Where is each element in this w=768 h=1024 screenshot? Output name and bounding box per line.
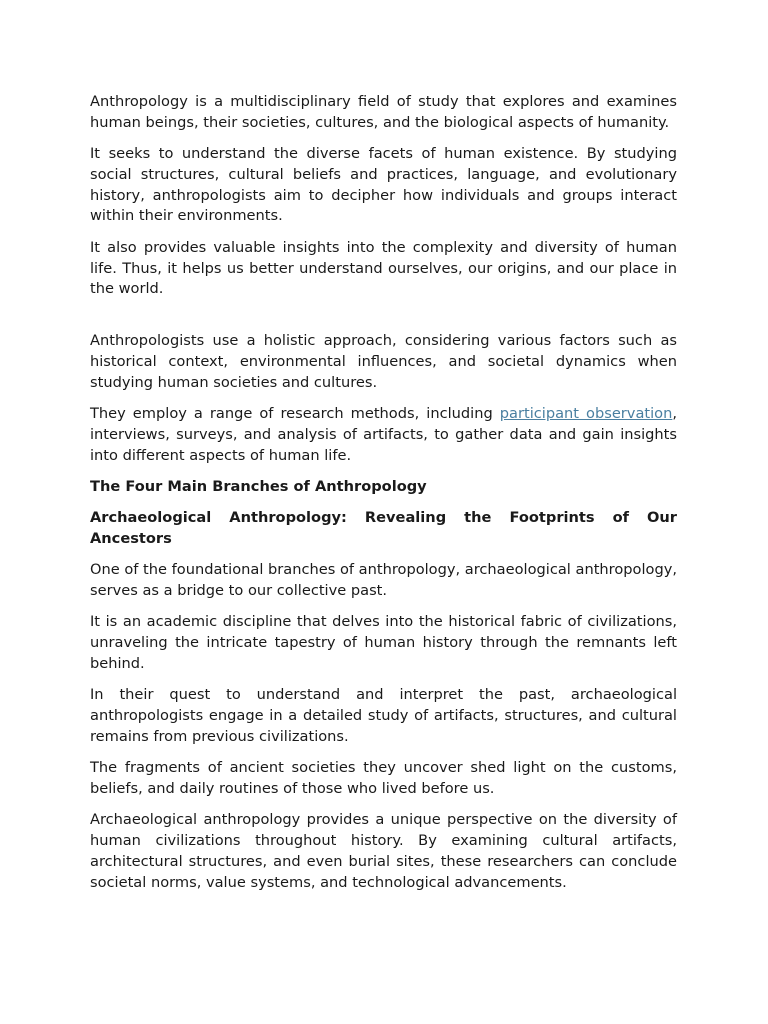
branches-heading: The Four Main Branches of Anthropology [90,477,427,495]
archaeology-paragraph-1: One of the foundational branches of anthropology, archaeological anthropology, serves as a bridge to our collective past. [90,561,677,600]
research-methods-paragraph [90,404,677,466]
research-methods-text-start: They employ a range of research methods, including [90,405,500,423]
intro-paragraph-2: It seeks to understand the diverse facets of human existence. By studying social structures, cultural beliefs and practices, language, and evolutionary history, anthropologists aim to decipher how individuals and groups interact within their environments. [90,145,677,225]
participant-observation-link[interactable]: participant observation [499,405,673,423]
holistic-approach-paragraph: Anthropologists use a holistic approach, considering various factors such as historical context, environmental influences, and societal dynamics when studying human societies and cultures. [90,332,677,391]
document-page [90,92,677,904]
archaeology-paragraph-5: Archaeological anthropology provides a unique perspective on the diversity of human civilizations throughout history. By examining cultural artifacts, architectural structures, and even burial sites, these researchers can conclude societal norms, value systems, and technological advancements. [90,811,677,891]
research-methods-text-end: , interviews, surveys, and analysis of artifacts, to gather data and gain insights into different aspects of human life. [90,405,677,464]
intro-paragraph-1: Anthropology is a multidisciplinary field of study that explores and examines human beings, their societies, cultures, and the biological aspects of humanity. [90,93,677,131]
intro-paragraph-3: It also provides valuable insights into the complexity and diversity of human life. Thus, it helps us better understand ourselves, our origins, and our place in the world. [90,238,677,298]
archaeology-paragraph-4: The fragments of ancient societies they uncover shed light on the customs, beliefs, and daily routines of those who lived before us. [90,759,677,798]
archaeology-paragraph-2: It is an academic discipline that delves into the historical fabric of civilizations, unraveling the intricate tapestry of human history through the remnants left behind. [90,613,677,673]
archaeological-anthropology-heading: Archaeological Anthropology: Revealing the Footprints of Our Ancestors [90,509,677,548]
archaeology-paragraph-3: In their quest to understand and interpret the past, archaeological anthropologists engage in a detailed study of artifacts, structures, and cultural remains from previous civilizations. [90,686,677,745]
